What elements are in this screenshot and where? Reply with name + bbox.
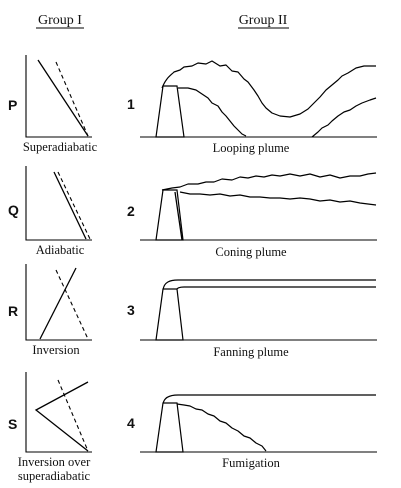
plume-label-2: Coning plume — [215, 245, 287, 259]
plume-drawing-3 — [140, 280, 377, 340]
looping-plume-lower-edge — [178, 88, 246, 136]
plume-label-4: Fumigation — [222, 456, 280, 470]
environmental-lapse-line-p — [38, 60, 88, 136]
plume-drawing-1 — [140, 61, 377, 137]
profile-label-r: Inversion — [32, 343, 80, 357]
row-letter-r: R — [8, 303, 19, 319]
profile-label-s-line1: Inversion over — [17, 455, 91, 469]
lapse-rate-chart-p — [26, 55, 92, 137]
adiabatic-reference-line-r — [56, 270, 88, 339]
plume-drawing-4 — [140, 395, 377, 452]
adiabatic-reference-line-q — [58, 172, 90, 239]
profile-label-q: Adiabatic — [35, 243, 85, 257]
smokestack-1 — [156, 86, 184, 137]
fanning-plume-upper-edge — [163, 280, 376, 290]
looping-plume-rising-tail — [312, 98, 376, 137]
fanning-plume-lower-edge — [176, 287, 376, 290]
chart-axes-p — [26, 55, 92, 137]
row-letter-p: P — [8, 97, 18, 113]
lapse-rate-chart-s — [26, 372, 92, 452]
plume-label-3: Fanning plume — [213, 345, 289, 359]
coning-plume-upper-edge — [162, 173, 376, 190]
group2-header: Group II — [238, 13, 288, 28]
profile-label-s-line2: superadiabatic — [17, 469, 91, 483]
row-number-2: 2 — [127, 203, 135, 219]
row-number-1: 1 — [127, 96, 135, 112]
chart-axes-s — [26, 372, 92, 452]
adiabatic-reference-line-p — [56, 62, 88, 136]
row-number-4: 4 — [127, 415, 135, 431]
row-letter-s: S — [8, 416, 18, 432]
fumigation-plume-descending-edge — [177, 404, 266, 451]
lapse-rate-chart-q — [26, 166, 92, 240]
coning-plume-lower-edge — [180, 192, 376, 205]
group1-header: Group I — [38, 13, 82, 28]
smokestack-4 — [156, 403, 183, 452]
row-number-3: 3 — [127, 302, 135, 318]
environmental-lapse-line-s — [36, 382, 88, 451]
environmental-lapse-line-r — [40, 268, 76, 339]
profile-label-p: Superadiabatic — [22, 140, 98, 154]
plume-drawing-2 — [140, 173, 377, 240]
lapse-rate-chart-r — [26, 264, 92, 340]
plume-label-1: Looping plume — [212, 141, 290, 155]
smokestack-3 — [156, 289, 183, 340]
fumigation-plume-upper-edge — [163, 395, 376, 404]
environmental-lapse-line-q — [54, 172, 86, 239]
chart-axes-q — [26, 166, 92, 240]
row-letter-q: Q — [8, 202, 19, 218]
